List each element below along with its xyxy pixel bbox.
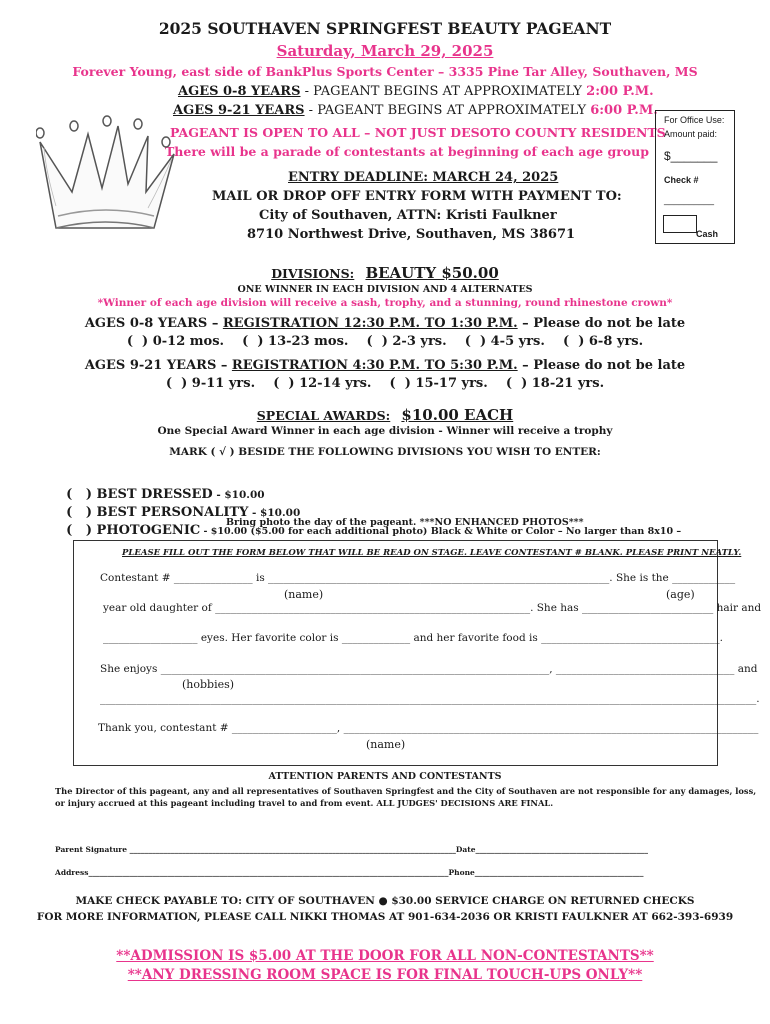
event-location: Forever Young, east side of BankPlus Sports Center – 3335 Pine Tar Alley, Southaven, MS — [72, 64, 698, 79]
special-awards-price: $10.00 EACH — [401, 406, 514, 424]
contestant-form — [73, 540, 762, 766]
hobbies-caption: (hobbies) — [182, 678, 235, 691]
form-line-contestant[interactable]: Contestant # _______________ is _________________________________________________________________. She is the ____________ — [100, 572, 736, 584]
dressing-room-note: **ANY DRESSING ROOM SPACE IS FOR FINAL TOUCH-UPS ONLY** — [127, 967, 643, 983]
group-1-options[interactable]: ( ) 0-12 mos. ( ) 13-23 mos. ( ) 2-3 yrs. ( ) 4-5 yrs. ( ) 6-8 yrs. — [126, 334, 644, 349]
photogenic-note: Bring photo the day of the pageant. ***NO ENHANCED PHOTOS*** — [226, 517, 584, 528]
group-2-registration: REGISTRATION 4:30 P.M. TO 5:30 P.M. — [231, 358, 518, 373]
group-1-suffix: – Please do not be late — [517, 316, 686, 331]
best-dressed-price: - $10.00 — [212, 489, 265, 501]
mark-instructions: MARK ( √ ) BESIDE THE FOLLOWING DIVISIONS YOU WISH TO ENTER: — [169, 446, 601, 458]
ages-2-text: - PAGEANT BEGINS AT APPROXIMATELY — [304, 103, 591, 118]
check-payable-note: MAKE CHECK PAYABLE TO: CITY OF SOUTHAVEN ● $30.00 SERVICE CHARGE ON RETURNED CHECKS — [75, 895, 695, 907]
check-number-label: Check # — [664, 175, 699, 185]
special-award-note: One Special Award Winner in each age division - Winner will receive a trophy — [157, 425, 613, 437]
name-caption-2: (name) — [366, 738, 406, 751]
form-line-hobbies[interactable]: She enjoys __________________________________________________________________________, __________________________________ and — [100, 663, 758, 675]
name-caption: (name) — [284, 588, 324, 601]
group-2-prefix: AGES 9-21 YEARS – — [84, 358, 232, 373]
beauty-price: BEAUTY $50.00 — [365, 264, 499, 282]
form-instruction: PLEASE FILL OUT THE FORM BELOW THAT WILL BE READ ON STAGE. LEAVE CONTESTANT # BLANK. PLEASE PRINT NEATLY. — [122, 548, 742, 558]
ages-1-label: AGES 0-8 YEARS — [178, 84, 301, 99]
parent-signature-line[interactable]: Parent Signature _______________________________________________________________________________________Date______________________________________________ — [55, 845, 648, 854]
parade-note: There will be a parade of contestants at beginning of each age group — [165, 144, 649, 159]
form-line-thank-you[interactable]: Thank you, contestant # ____________________, _______________________________________________________________________________ — [98, 722, 759, 734]
form-line-eyes[interactable]: __________________ eyes. Her favorite color is _____________ and her favorite food is __________________________________. — [103, 632, 723, 644]
crown-icon — [36, 112, 178, 236]
check-number-field[interactable]: __________ — [664, 195, 715, 205]
attn-line: City of Southaven, ATTN: Kristi Faulkner — [259, 208, 557, 223]
age-caption: (age) — [666, 588, 695, 601]
liability-text-2: or injury accrued at this pageant including travel to and from event. ALL JUDGES' DECISIONS ARE FINAL. — [55, 798, 554, 808]
ages-line-1 — [178, 84, 654, 99]
group-2-suffix: – Please do not be late — [517, 358, 686, 373]
office-use-label: For Office Use: — [664, 115, 725, 125]
contact-info: FOR MORE INFORMATION, PLEASE CALL NIKKI THOMAS AT 901-634-2036 OR KRISTI FAULKNER AT 662-393-6939 — [36, 911, 734, 923]
form-line-extra[interactable]: _____________________________________________________________________________________________________________________________. — [100, 693, 760, 705]
prize-note: *Winner of each age division will receive a sash, trophy, and a stunning, round rhinestone crown* — [97, 297, 673, 309]
best-personality-price: - $10.00 — [248, 507, 301, 519]
cash-label: Cash — [696, 229, 719, 239]
photogenic-details: - $10.00 ($5.00 for each additional photo) Black & White or Color – No larger than 8x10 – — [200, 526, 682, 537]
special-awards-label: SPECIAL AWARDS: — [256, 408, 391, 423]
group-1-registration: REGISTRATION 12:30 P.M. TO 1:30 P.M. — [222, 316, 518, 331]
open-to-all-note: PAGEANT IS OPEN TO ALL – NOT JUST DESOTO COUNTY RESIDENTS — [170, 125, 666, 140]
entry-deadline: ENTRY DEADLINE: MARCH 24, 2025 — [288, 170, 559, 185]
mail-address: 8710 Northwest Drive, Southaven, MS 38671 — [247, 227, 576, 242]
event-date: Saturday, March 29, 2025 — [276, 42, 494, 60]
amount-paid-field[interactable]: $_______ — [664, 149, 718, 163]
divisions-heading — [0, 263, 770, 282]
mail-instructions: MAIL OR DROP OFF ENTRY FORM WITH PAYMENT TO: — [212, 189, 622, 204]
address-phone-line[interactable]: Address________________________________________________________________________________________________Phone_____________________________________________ — [55, 868, 644, 877]
ages-line-2 — [173, 103, 658, 118]
ages-1-text: - PAGEANT BEGINS AT APPROXIMATELY — [300, 84, 587, 99]
divisions-label: DIVISIONS: — [271, 266, 355, 281]
attention-heading: ATTENTION PARENTS AND CONTESTANTS — [268, 771, 502, 782]
special-awards-heading — [0, 405, 770, 424]
ages-2-time: 6:00 P.M. — [590, 103, 658, 118]
amount-paid-label: Amount paid: — [664, 129, 718, 139]
form-line-parents[interactable]: year old daughter of ____________________________________________________________. She has _________________________ hair and — [103, 602, 762, 614]
cash-checkbox[interactable] — [663, 215, 697, 233]
page-title: 2025 SOUTHAVEN SPRINGFEST BEAUTY PAGEANT — [158, 19, 612, 38]
ages-2-label: AGES 9-21 YEARS — [173, 103, 305, 118]
office-use-box — [655, 110, 735, 244]
best-dressed-label: ( ) BEST DRESSED — [66, 487, 213, 502]
best-personality-label: ( ) BEST PERSONALITY — [66, 505, 249, 520]
winner-note: ONE WINNER IN EACH DIVISION AND 4 ALTERNATES — [237, 284, 533, 295]
division-group-1 — [0, 316, 770, 331]
group-2-options[interactable]: ( ) 9-11 yrs. ( ) 12-14 yrs. ( ) 15-17 yrs. ( ) 18-21 yrs. — [165, 376, 605, 391]
admission-note: **ADMISSION IS $5.00 AT THE DOOR FOR ALL NON-CONTESTANTS** — [116, 948, 654, 964]
photogenic-label: ( ) PHOTOGENIC — [66, 523, 201, 538]
liability-text-1: The Director of this pageant, any and all representatives of Southaven Springfest and the City of Southaven are not responsible for any damages, loss, — [55, 786, 757, 796]
group-1-prefix: AGES 0-8 YEARS – — [84, 316, 223, 331]
division-group-2 — [0, 358, 770, 373]
ages-1-time: 2:00 P.M. — [586, 84, 654, 99]
